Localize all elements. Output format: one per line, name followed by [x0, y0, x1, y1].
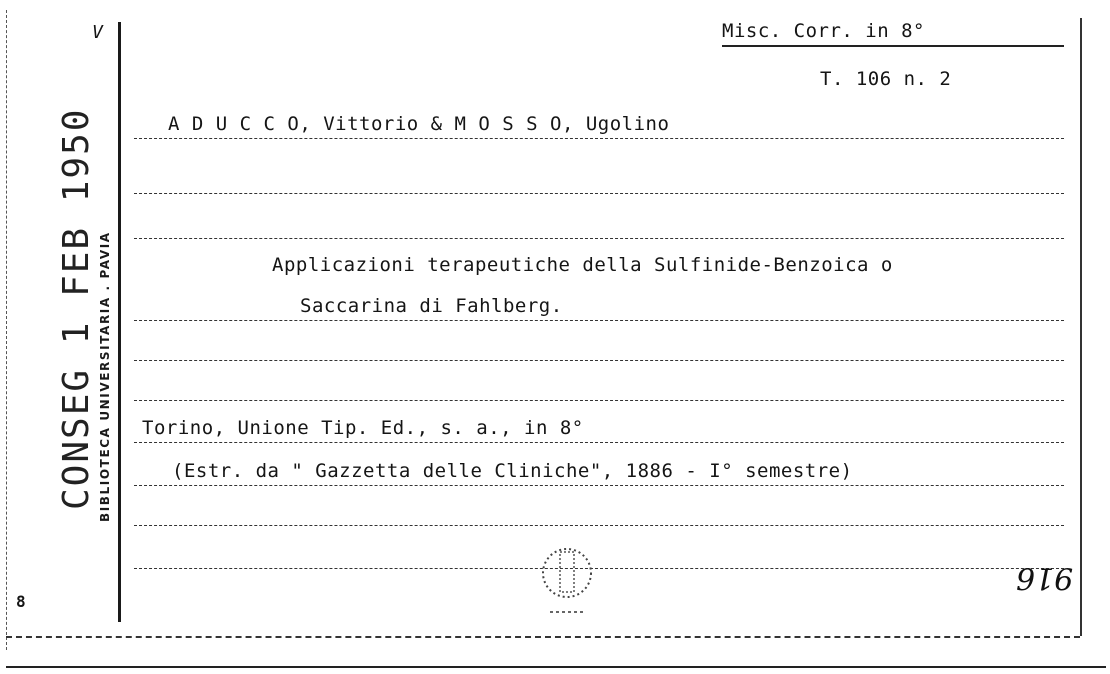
- bottom-left-mark: 8: [16, 592, 27, 611]
- right-card-edge: [1080, 18, 1082, 636]
- ruled-line: [134, 193, 1064, 194]
- collocation-underline: [722, 45, 1064, 47]
- author-rule: [134, 138, 1064, 139]
- collocation-label: Misc. Corr. in 8°: [722, 20, 925, 42]
- left-card-edge: [6, 10, 7, 650]
- imprint-line: Torino, Unione Tip. Ed., s. a., in 8°: [142, 417, 584, 439]
- library-seal-mark: [522, 528, 612, 618]
- library-stamp: BIBLIOTECA UNIVERSITARIA . PAVIA: [98, 231, 112, 522]
- bottom-edge-lower: [6, 666, 1106, 668]
- ruled-line: [134, 442, 1064, 443]
- ruled-line: [134, 400, 1064, 401]
- bottom-edge: [6, 636, 1080, 638]
- ruled-line: [134, 360, 1064, 361]
- ruled-line: [134, 238, 1064, 239]
- date-stamp: CONSEG 1 FEB 1950: [56, 107, 97, 510]
- ruled-line: [134, 525, 1064, 526]
- handwritten-number: 916: [1016, 560, 1074, 595]
- title-line-1: Applicazioni terapeutiche della Sulfinide-Benzoica o: [272, 254, 893, 276]
- corner-mark: V: [92, 22, 104, 43]
- volume-label: T. 106 n. 2: [820, 68, 952, 90]
- extract-note: (Estr. da " Gazzetta delle Cliniche", 1886 - I° semestre): [172, 460, 853, 482]
- left-margin-line: [118, 22, 121, 622]
- title-line-2: Saccarina di Fahlberg.: [300, 295, 563, 317]
- ruled-line: [134, 485, 1064, 486]
- author-line: A D U C C O, Vittorio & M O S S O, Ugolino: [168, 113, 670, 135]
- ruled-line: [134, 320, 1064, 321]
